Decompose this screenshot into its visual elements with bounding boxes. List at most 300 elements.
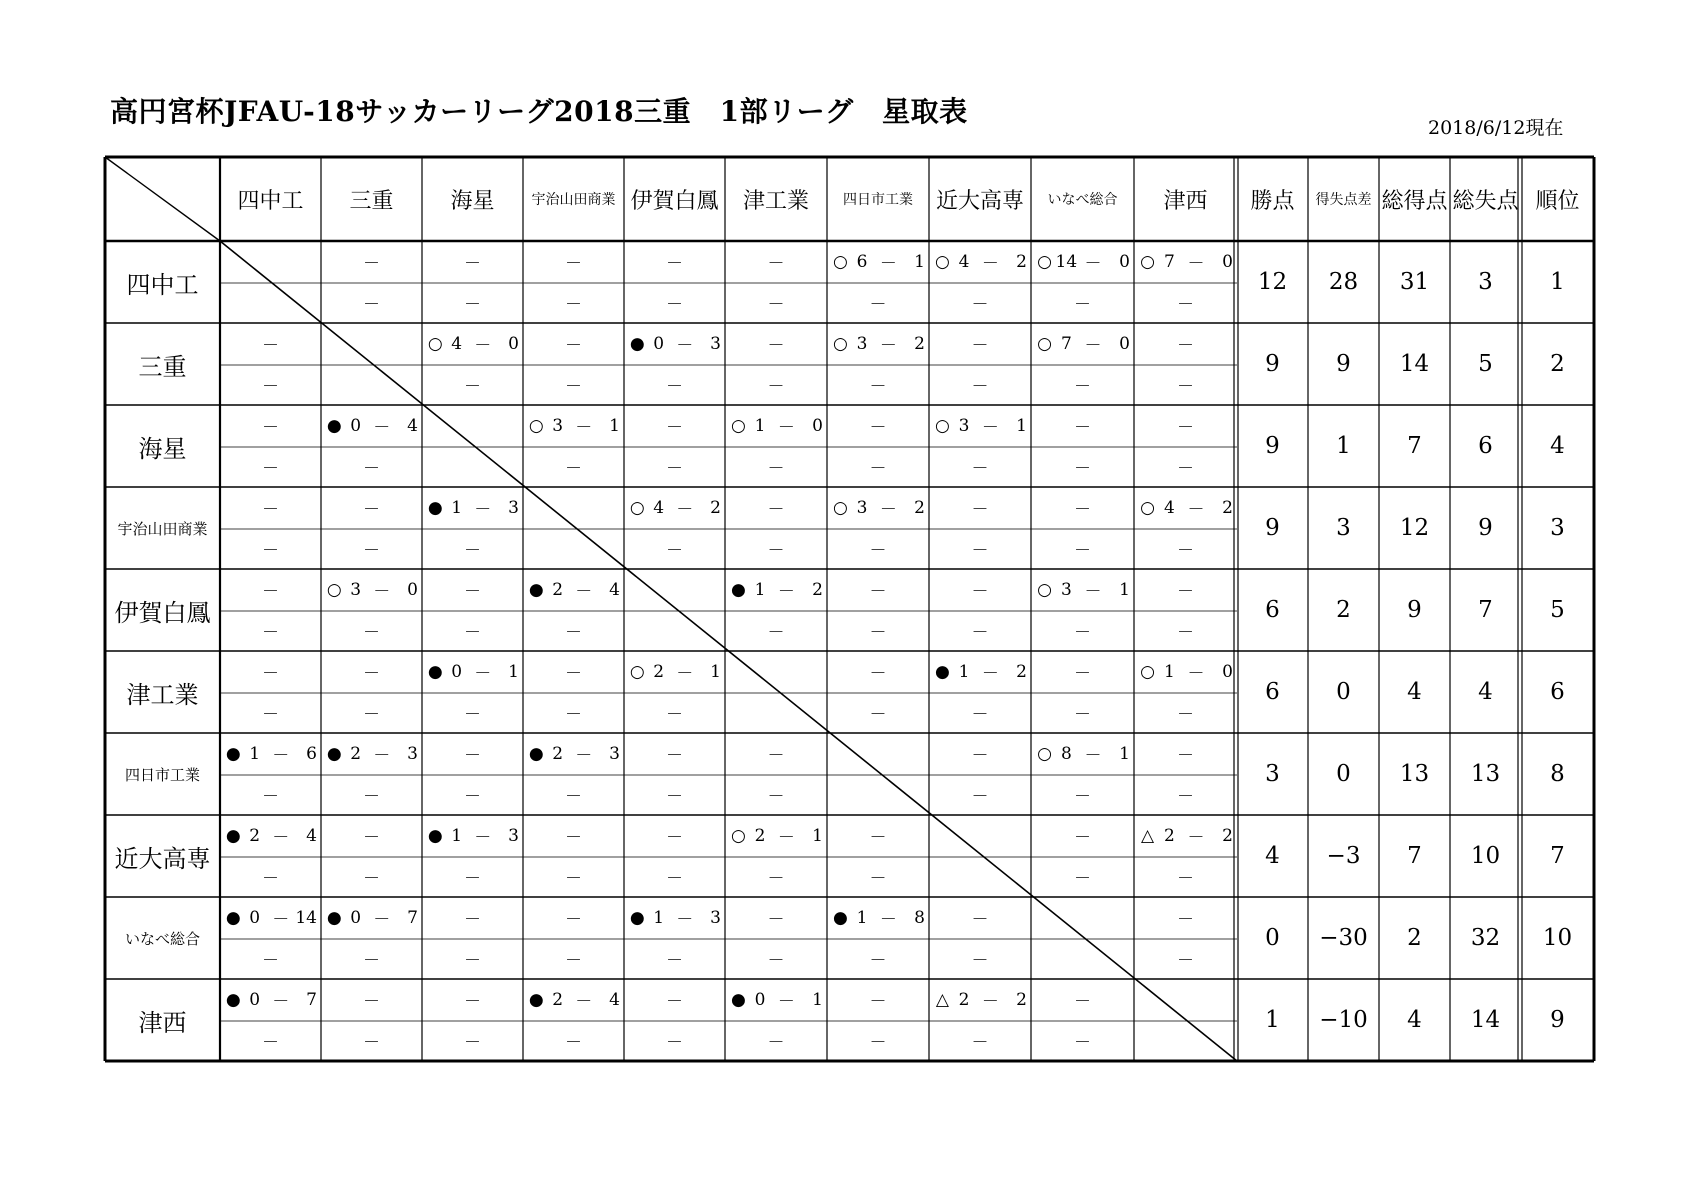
stat-value: 9 [1407,597,1422,623]
match-result-second-leg: － [464,1033,481,1053]
match-result-second-leg: － [565,623,582,643]
stat-value: 32 [1470,925,1501,951]
match-result-second-leg: － [1177,541,1194,561]
loss-mark-icon: ● [427,497,443,518]
row-header-team: 四日市工業 [124,765,200,784]
win-mark-icon: ○ [832,497,848,518]
match-result [527,405,620,446]
stat-value: 7 [1550,843,1565,869]
match-result-second-leg: － [1177,623,1194,643]
score-separator: － [1084,582,1102,602]
goals-against: 0 [1222,661,1233,682]
loss-mark-icon: ● [528,743,544,764]
column-header-team: 四日市工業 [843,192,913,208]
match-result [831,323,925,364]
goals-for: 0 [249,907,261,928]
match-result-empty: － [666,828,683,848]
column-header-team: いなべ総合 [1047,192,1118,208]
match-result [729,979,823,1020]
score-separator: － [981,664,999,684]
score-separator: － [981,254,999,274]
score-separator: － [1084,254,1102,274]
score-separator: － [676,500,694,520]
match-result-second-leg: － [666,1033,683,1053]
score-separator: － [575,992,593,1012]
score-separator: － [272,828,290,848]
goals-for: 0 [653,333,665,354]
stat-value: 5 [1478,351,1493,377]
stat-value: 2 [1407,925,1422,951]
match-result-empty: － [869,418,887,438]
match-result-second-leg: － [363,1033,380,1053]
loss-mark-icon: ● [528,989,544,1010]
match-result-second-leg: － [971,377,989,397]
match-result-second-leg: － [363,623,380,643]
score-separator: － [575,582,593,602]
match-result-empty: － [464,254,481,274]
stat-value: 4 [1407,1007,1422,1033]
win-mark-icon: ○ [1140,497,1155,518]
score-separator: － [1187,254,1205,274]
match-result [527,733,620,774]
score-separator: － [879,336,897,356]
stat-value: 9 [1265,351,1280,377]
goals-against: 3 [710,907,721,928]
stat-value: 9 [1336,351,1351,377]
goals-against: 2 [812,579,823,600]
match-result [1138,651,1233,692]
score-separator: － [676,664,694,684]
match-result-second-leg: － [971,951,989,971]
goals-against: 2 [1222,825,1233,846]
goals-against: 1 [1119,579,1130,600]
match-result-second-leg: － [971,787,989,807]
match-result-second-leg: － [767,459,785,479]
match-result-empty: － [1074,418,1091,438]
match-result-empty: － [869,582,887,602]
match-result-empty: － [262,418,279,438]
match-result [729,569,823,610]
score-separator: － [676,910,694,930]
match-result-second-leg: － [869,705,887,725]
column-header-team: 伊賀白鳳 [630,188,719,214]
match-result-empty: － [464,992,481,1012]
goals-for: 1 [653,907,665,928]
goals-for: 1 [1163,661,1175,682]
loss-mark-icon: ● [730,989,746,1010]
goals-for: 3 [958,415,970,436]
match-result-empty: － [869,828,887,848]
match-result-second-leg: － [565,377,582,397]
score-separator: － [272,992,290,1012]
goals-against: 2 [1016,661,1027,682]
match-result [325,897,418,938]
match-result-second-leg: － [869,1033,887,1053]
match-result-second-leg: － [971,1033,989,1053]
goals-against: 6 [306,743,317,764]
loss-mark-icon: ● [528,579,544,600]
match-result-second-leg: － [666,787,683,807]
stat-value: 9 [1265,433,1280,459]
stat-value: 14 [1470,1007,1501,1033]
loss-mark-icon: ● [629,907,645,928]
stat-value: 10 [1470,843,1501,869]
column-header-team: 四中工 [237,188,304,214]
match-result-second-leg: － [767,377,785,397]
stat-value: 10 [1542,925,1573,951]
stat-value: 1 [1550,269,1565,295]
match-result-empty: － [767,500,785,520]
goals-for: 1 [451,497,463,518]
loss-mark-icon: ● [225,743,241,764]
stat-value: 0 [1336,761,1351,787]
goals-for: 2 [552,743,564,764]
match-result-second-leg: － [565,869,582,889]
stat-value: 4 [1265,843,1280,869]
loss-mark-icon: ● [730,579,746,600]
goals-against: 4 [306,825,317,846]
goals-for: 4 [653,497,665,518]
goals-for: 4 [958,251,970,272]
goals-for: 2 [754,825,766,846]
score-separator: － [676,336,694,356]
stat-value: 2 [1336,597,1351,623]
loss-mark-icon: ● [225,989,241,1010]
win-mark-icon: ○ [730,415,746,436]
match-result-empty: － [869,992,887,1012]
goals-for: 4 [451,333,463,354]
stat-value: −30 [1319,925,1368,951]
match-result-empty: － [565,910,582,930]
goals-against: 1 [710,661,721,682]
win-mark-icon: ○ [730,825,746,846]
win-mark-icon: ○ [934,415,950,436]
match-result-second-leg: － [464,377,481,397]
match-result-second-leg: － [869,459,887,479]
goals-against: 1 [812,825,823,846]
stat-value: 3 [1265,761,1280,787]
stat-value: 2 [1550,351,1565,377]
row-header-team: 近大高専 [114,844,211,873]
goals-against: 4 [407,415,418,436]
match-result-empty: － [666,746,683,766]
goals-against: 1 [609,415,620,436]
column-header-team: 海星 [450,188,495,214]
score-separator: － [373,582,391,602]
match-result-second-leg: － [869,623,887,643]
match-result [224,979,317,1020]
score-separator: － [474,828,492,848]
goals-for: 3 [350,579,362,600]
loss-mark-icon: ● [225,907,241,928]
match-result-empty: － [565,828,582,848]
goals-against: 4 [609,989,620,1010]
score-separator: － [777,828,795,848]
goals-against: 3 [710,333,721,354]
match-result-second-leg: － [1074,705,1091,725]
match-result-second-leg: － [869,295,887,315]
goals-for: 0 [249,989,261,1010]
win-mark-icon: ○ [326,579,342,600]
match-result-second-leg: － [666,869,683,889]
goals-against: 2 [914,333,925,354]
page-title: 高円宮杯JFAU-18サッカーリーグ2018三重 1部リーグ 星取表 [110,95,968,128]
win-mark-icon: ○ [1140,251,1155,272]
match-result-second-leg: － [565,295,582,315]
score-separator: － [1187,500,1205,520]
match-result-second-leg: － [262,869,279,889]
column-header-stat: 勝点 [1250,188,1295,214]
stat-value: −3 [1326,843,1361,869]
goals-for: 14 [1055,251,1078,272]
match-result-second-leg: － [262,1033,279,1053]
win-mark-icon: ○ [427,333,443,354]
stat-value: 0 [1265,925,1280,951]
match-result [1035,733,1130,774]
match-result-second-leg: － [464,295,481,315]
match-result-empty: － [869,664,887,684]
draw-mark-icon: △ [1140,825,1155,846]
match-result-second-leg: － [363,295,380,315]
row-header-team: 伊賀白鳳 [114,598,211,627]
goals-against: 0 [812,415,823,436]
stat-value: 4 [1407,679,1422,705]
match-result-second-leg: － [363,705,380,725]
goals-against: 7 [306,989,317,1010]
score-separator: － [474,336,492,356]
match-result-second-leg: － [971,295,989,315]
goals-for: 3 [856,333,868,354]
score-separator: － [373,418,391,438]
match-result-second-leg: － [1074,377,1091,397]
goals-for: 0 [350,415,362,436]
goals-against: 0 [407,579,418,600]
match-result [933,651,1027,692]
match-result-second-leg: － [464,541,481,561]
goals-against: 0 [508,333,519,354]
match-result-second-leg: － [464,787,481,807]
stat-value: 7 [1407,433,1422,459]
goals-against: 3 [508,497,519,518]
goals-against: 8 [914,907,925,928]
match-result-second-leg: － [767,787,785,807]
score-separator: － [777,418,795,438]
match-result-empty: － [971,746,989,766]
match-result [831,241,925,282]
match-result [426,323,519,364]
match-result [1035,241,1130,282]
score-separator: － [1084,746,1102,766]
match-result-empty: － [971,582,989,602]
match-result-second-leg: － [1074,1033,1091,1053]
match-result [628,651,721,692]
match-result-second-leg: － [1177,787,1194,807]
match-result-second-leg: － [363,869,380,889]
win-mark-icon: ○ [1037,579,1052,600]
goals-for: 2 [249,825,261,846]
match-result-empty: － [1074,664,1091,684]
win-mark-icon: ○ [528,415,544,436]
stat-value: 6 [1550,679,1565,705]
match-result-second-leg: － [1177,705,1194,725]
match-result-second-leg: － [1177,951,1194,971]
match-result-second-leg: － [565,705,582,725]
match-result-empty: － [666,418,683,438]
match-result-empty: － [262,582,279,602]
loss-mark-icon: ● [832,907,848,928]
column-header-stat: 総失点 [1452,188,1519,214]
loss-mark-icon: ● [629,333,645,354]
match-result-second-leg: － [971,459,989,479]
match-result-empty: － [363,828,380,848]
score-separator: － [272,746,290,766]
stat-value: 7 [1478,597,1493,623]
match-result-second-leg: － [464,869,481,889]
stat-value: 3 [1336,515,1351,541]
match-result-second-leg: － [666,377,683,397]
goals-for: 0 [451,661,463,682]
match-result-second-leg: － [262,787,279,807]
goals-against: 1 [914,251,925,272]
goals-for: 2 [653,661,665,682]
match-result [224,733,317,774]
match-result-second-leg: － [565,951,582,971]
match-result-second-leg: － [1074,295,1091,315]
goals-for: 6 [856,251,868,272]
match-result-empty: － [464,746,481,766]
match-result-empty: － [565,254,582,274]
column-header-team: 津西 [1163,188,1208,214]
loss-mark-icon: ● [326,907,342,928]
match-result-empty: － [565,664,582,684]
row-header-team: 海星 [138,434,187,463]
goals-against: 4 [609,579,620,600]
match-result [1138,241,1233,282]
row-header-team: 三重 [138,352,187,381]
loss-mark-icon: ● [326,743,342,764]
goals-for: 1 [754,579,766,600]
match-result-second-leg: － [767,1033,785,1053]
match-result-second-leg: － [262,951,279,971]
goals-for: 4 [1163,497,1175,518]
match-result-second-leg: － [971,705,989,725]
match-result-empty: － [666,254,683,274]
stat-value: 31 [1399,269,1430,295]
goals-for: 1 [856,907,868,928]
score-separator: － [981,418,999,438]
stat-value: 7 [1407,843,1422,869]
loss-mark-icon: ● [934,661,950,682]
stat-value: 9 [1478,515,1493,541]
row-header-team: 津西 [138,1008,187,1037]
stat-value: 14 [1399,351,1430,377]
match-result-second-leg: － [869,951,887,971]
match-result-empty: － [1177,746,1194,766]
goals-against: 3 [508,825,519,846]
column-header-team: 三重 [349,188,394,214]
stat-value: 9 [1550,1007,1565,1033]
loss-mark-icon: ● [225,825,241,846]
score-separator: － [474,500,492,520]
match-result [1138,815,1233,856]
match-result-empty: － [1177,336,1194,356]
score-separator: － [981,992,999,1012]
score-separator: － [575,418,593,438]
score-separator: － [474,664,492,684]
win-mark-icon: ○ [1037,743,1052,764]
column-header-team: 津工業 [742,188,809,214]
score-separator: － [879,500,897,520]
goals-against: 2 [1016,251,1027,272]
goals-against: 1 [1119,743,1130,764]
score-separator: － [272,910,290,930]
match-result-second-leg: － [767,541,785,561]
goals-against: 2 [914,497,925,518]
match-result-second-leg: － [869,541,887,561]
match-result [224,897,317,938]
match-result [1035,569,1130,610]
match-result [527,569,620,610]
goals-against: 3 [407,743,418,764]
match-result [325,405,418,446]
match-result-empty: － [767,746,785,766]
goals-for: 7 [1060,333,1072,354]
match-result-second-leg: － [767,295,785,315]
goals-for: 2 [958,989,970,1010]
goals-for: 2 [1163,825,1175,846]
match-result-second-leg: － [767,623,785,643]
match-result-empty: － [363,664,380,684]
stat-value: 12 [1399,515,1430,541]
goals-for: 3 [552,415,564,436]
match-result [1035,323,1130,364]
match-result-second-leg: － [262,377,279,397]
column-header-team: 宇治山田商業 [531,192,616,208]
stat-value: 3 [1478,269,1493,295]
match-result-empty: － [971,910,989,930]
match-result-empty: － [666,992,683,1012]
match-result [933,241,1027,282]
match-result [426,815,519,856]
score-separator: － [879,910,897,930]
match-result [831,897,925,938]
draw-mark-icon: △ [935,989,949,1010]
goals-for: 3 [856,497,868,518]
match-result-second-leg: － [666,951,683,971]
match-result [325,733,418,774]
match-result-empty: － [767,336,785,356]
score-separator: － [777,582,795,602]
goals-for: 8 [1060,743,1072,764]
goals-against: 3 [609,743,620,764]
goals-against: 2 [1222,497,1233,518]
win-mark-icon: ○ [832,333,848,354]
match-result-second-leg: － [565,1033,582,1053]
match-result-second-leg: － [1177,869,1194,889]
match-result [426,487,519,528]
win-mark-icon: ○ [934,251,950,272]
match-result-second-leg: － [869,377,887,397]
goals-for: 7 [1163,251,1175,272]
match-result-second-leg: － [1074,869,1091,889]
match-result-empty: － [1074,828,1091,848]
match-result-second-leg: － [464,705,481,725]
match-result [426,651,519,692]
score-separator: － [1187,664,1205,684]
match-result-empty: － [464,910,481,930]
match-result [628,897,721,938]
stat-value: −10 [1319,1007,1368,1033]
